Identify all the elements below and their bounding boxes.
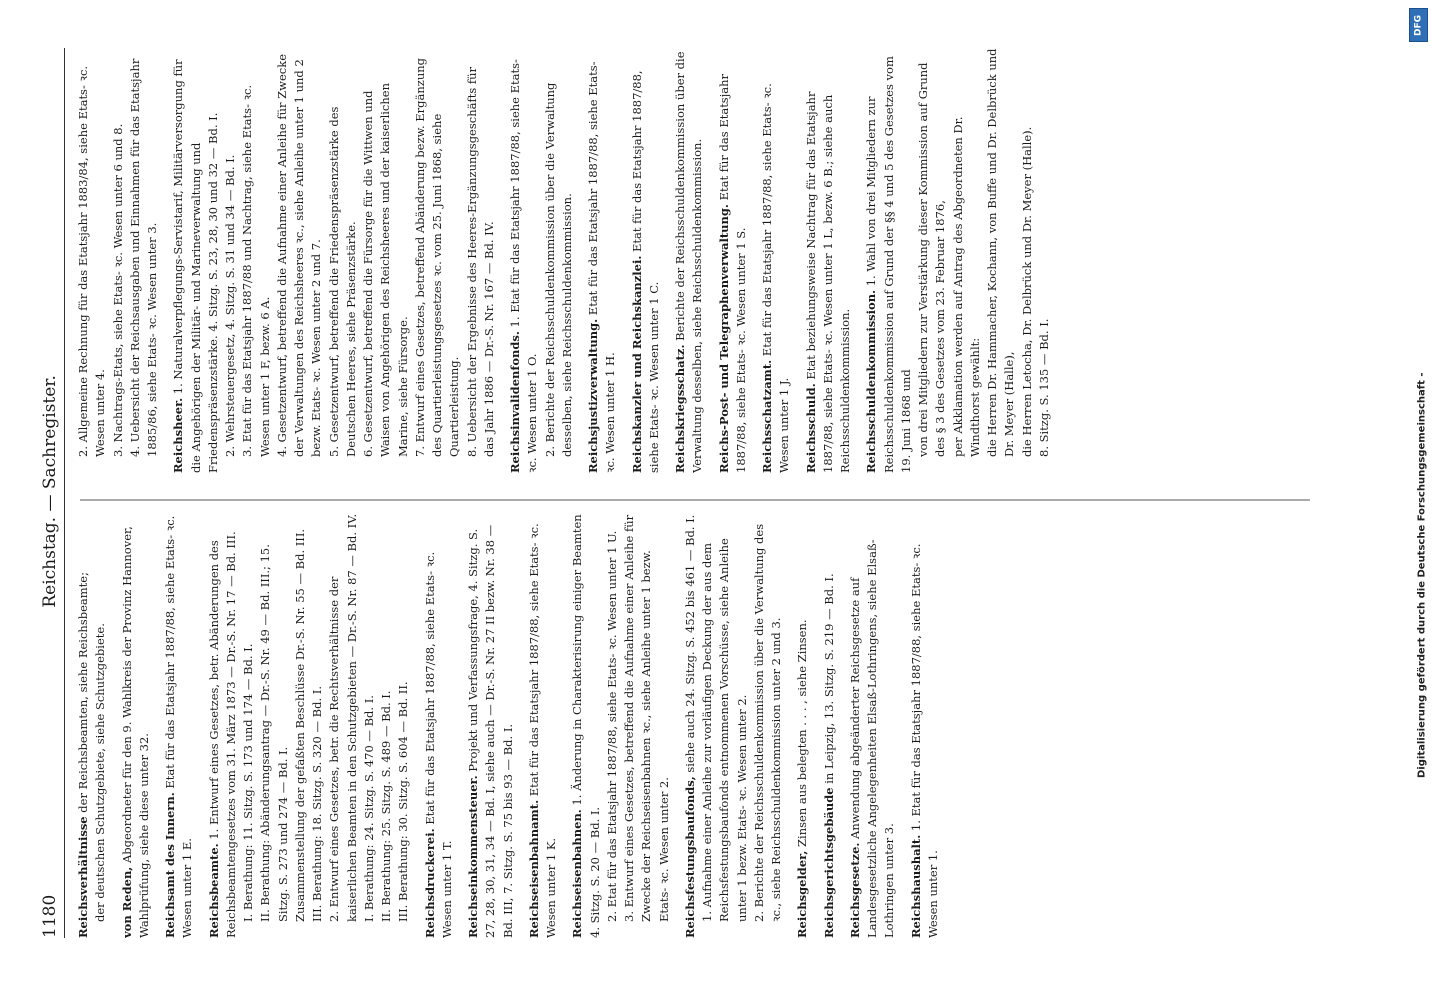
dfg-logo: DFG [1409,8,1428,42]
left-column [75,513,1285,938]
entry-heading: Reichsschatzamt. [760,359,774,473]
entry-heading: Reichsgesetze. [847,842,862,938]
entry-line: Etat für das Etatsjahr 1887/88, siehe Etats- ꝛc. Wesen unter 1 T. [422,551,454,938]
index-entry [672,48,707,473]
entry-line: II. Berathung: 25. Sitzg. S. 489 — Bd. I. [379,690,393,922]
entry-line: 4. Gesetzentwurf, betreffend die Aufnahme einer Anleihe für Zwecke der Verwaltungen des Reichsheeres ꝛc., siehe Anleihe unter 1 und 2 bezw. Etats- ꝛc. Wesen unter 2 und 7. [274,54,324,457]
entry-line: 3. Etat für das Etatsjahr 1887/88 und Nachtrag, siehe Etats- ꝛc. Wesen unter 1 F, bezw. 6 A. [240,84,272,457]
index-entry [162,513,197,938]
entry-heading: Reichseisenbahnamt. [526,799,541,938]
index-entry [908,513,943,938]
index-entry [526,513,561,938]
index-entry [716,48,751,473]
entry-line: 1. Wahl von drei Mitgliedern zur Reichsschuldenkommission auf Grund der §§ 4 und 5 des Gesetzes vom 19. Juni 1868 und [864,56,913,473]
index-entry [170,48,498,473]
entry-heading: Reichsverhältnisse [76,816,90,938]
index-entry [794,513,811,938]
entry-line: III. Berathung: 18. Sitzg. S. 320 — Bd. I. [310,686,324,922]
entry-line: 1. Naturalverpflegungs-Servistarif, Militärversorgung für die Angehörigen der Militär- und Marineverwaltung und Friedenspräsenzstärke. 4. Sitzg. S. 23, 28, 30 und 32 — Bd. I. [171,59,220,473]
page-number: 1180 [40,894,60,938]
index-entry [821,513,838,938]
entry-heading: Reichsinvalidenfonds. [508,331,522,473]
entry-line: 6. Gesetzentwurf, betreffend die Fürsorge für die Wittwen und Waisen von Angehörigen des Reichsheeres und der kaiserlichen Marine, siehe Fürsorge. [361,83,410,457]
dfg-attribution: Digitalisierung gefördert durch die Deutsche Forschungsgemeinschaft - [1417,372,1428,778]
entry-line: 1. Etat für das Etatsjahr 1887/88, siehe Etats- ꝛc. Wesen unter 1. [908,543,940,938]
entry-line: die Herren Dr. Hammacher, Kochann, von Buffe und Dr. Delbrück und Dr. Meyer (Halle), [985,48,1017,457]
index-entry [75,48,161,473]
text-columns [75,48,1285,938]
entry-line: 3. Nachtrags-Etats, siehe Etats- ꝛc. Wesen unter 6 und 8. [110,123,125,457]
entry-line: siehe auch 24. Sitzg. S. 452 bis 461 — Bd. I. [682,514,697,773]
entry-line: 7. Entwurf eines Gesetzes, betreffend Abänderung bezw. Ergänzung des Quartierleistungsgesetzes ꝛc. vom 25. Juni 1868, siehe Quartierleistung. [412,57,462,457]
index-entry [629,48,664,473]
entry-line: Projekt und Verfassungsfrage, 4. Sitzg. S. 27, 28, 30, 31, 34 — Bd. I, siehe auch — Dr.-S. Nr. 27 II bezw. Nr. 38 — Bd. III, 7. Sitzg. S. 75 bis 93 — Bd. I. [466,524,515,938]
index-entry [465,513,517,938]
entry-line: Anwendung abgeänderter Reichsgesetze auf Landesgesetzliche Angelegenheiten Elsaß-Lothringens, siehe Elsaß-Lothringen unter 3. [847,539,897,938]
index-entry [75,513,110,938]
entry-line: 4. Uebersicht der Reichsausgaben und Einnahmen für das Etatsjahr 1885/86, siehe Etats- ꝛc. Wesen unter 3. [127,58,159,457]
index-entry [569,513,673,938]
entry-line: 8. Uebersicht der Ergebnisse des Heeres-Ergänzungsgeschäfts für das Jahr 1886 — Dr.-S. Nr. 167 — Bd. IV. [464,66,496,457]
entry-line: Etat für das Etatsjahr 1887/88, siehe Etats- ꝛc. Wesen unter 1 S. [716,73,748,473]
entry-line: Etat beziehungsweise Nachtrag für das Etatsjahr 1887/88, siehe Etats- ꝛc. Wesen unter 1 L, bezw. 6 B.; siehe auch Reichsschuldenkommission. [803,91,852,473]
column-divider [80,500,1310,501]
entry-line: 2. Berichte der Reichsschuldenkommission über die Verwaltung des ꝛc., siehe Reichsschuldenkommission unter 2 und 3. [751,523,783,922]
entry-line: die Herren Letocha, Dr. Delbrück und Dr. Meyer (Halle). [1019,126,1034,457]
index-entry [803,48,855,473]
entry-line: Etat für das Etatsjahr 1887/88, siehe Etats- ꝛc. Wesen unter 1 K. [526,523,558,938]
index-entry [585,48,620,473]
entry-line: I. Berathung: 24. Sitzg. S. 470 — Bd. I. [361,695,376,922]
entry-line: 2. Wehrsteuergesetz, 4. Sitzg. S. 31 und 34 — Bd. I. [223,154,237,457]
entry-heading: Reichshaushalt. [908,834,923,938]
entry-line: 1. Entwurf eines Gesetzes, betr. Abänderungen des Reichsbeamtengesetzes vom 31. März 1873 — Dr.-S. Nr. 17 — Bd. III. [206,531,238,938]
entry-heading: Reichs-Post- und Telegraphenverwaltung. [716,204,731,473]
entry-heading: Reichsfestungsbaufonds, [682,776,697,938]
entry-line: 2. Berichte der Reichsschuldenkommission über die Verwaltung desselben, siehe Reichsschuldenkommission. [542,82,574,457]
entry-heading: Reichsgerichtsgebäude [821,787,836,938]
entry-line: 2. Entwurf eines Gesetzes, betr. die Rechtsverhältnisse der kaiserlichen Beamten in den Schutzgebieten — Dr.-S. Nr. 87 — Bd. IV. [327,513,359,922]
entry-line: Etat für das Etatsjahr 1887/88, siehe Etats- ꝛc. Wesen unter 1 C. [629,70,661,473]
entry-heading: Reichskanzler und Reichskanzlei. [629,255,644,473]
entry-line: II. Berathung: Abänderungsantrag — Dr.-S. Nr. 49 — Bd. III.; 15. Sitzg. S. 273 und 274 — Bd. I. [258,544,290,922]
entry-heading: Reichsgelder, [795,850,810,938]
dfg-strip [1404,0,1432,1000]
index-entry [119,513,154,938]
running-title: Reichstag. — Sachregister. [40,375,60,608]
entry-line: 5. Gesetzentwurf, betreffend die Friedenspräsenzstärke des Deutschen Heeres, siehe Präsenzstärke. [326,106,358,457]
index-entry [422,513,457,938]
entry-line: 8. Sitzg. S. 135 — Bd. I. [1036,318,1051,457]
right-column [75,48,1285,473]
entry-heading: Reichsdruckerei. [422,828,437,938]
entry-heading: Reichsbeamte. [206,843,221,938]
entry-line: Etat für das Etatsjahr 1887/88, siehe Etats- ꝛc. Wesen unter 1 H. [586,61,618,473]
index-entry [759,48,794,473]
entry-line: von drei Mitgliedern zur Verstärkung dieser Kommission auf Grund des § 3 des Gesetzes vom 23. Februar 1876, [916,62,948,457]
index-entry [847,513,899,938]
entry-line: der deutschen Schutzgebiete, siehe Schutzgebiete. [93,623,108,922]
entry-heading: Reichsamt des Innern. [163,792,177,938]
entry-heading: Reichseisenbahnen. [570,809,585,938]
entry-heading: Reichsschuld. [803,383,818,473]
entry-line: 2. Etat für das Etatsjahr 1887/88, siehe Etats- ꝛc. Wesen unter 1 U. [604,530,619,922]
index-entry [206,513,413,938]
index-entry [863,48,1053,473]
entry-line: Etat für das Etatsjahr 1887/88, siehe Etats- ꝛc. Wesen unter 1 J. [760,83,792,473]
entry-line: I. Berathung: 11. Sitzg. S. 173 und 174 — Bd. I. [241,643,255,922]
entry-line: der Reichsbeamten, siehe Reichsbeamte; [76,572,90,813]
entry-heading: Reichsjustizverwaltung. [586,318,600,473]
index-entry [682,513,786,938]
entry-line: 2. Allgemeine Rechnung für das Etatsjahr 1883/84, siehe Etats- ꝛc. Wesen unter 4. [76,65,108,457]
entry-line: 3. Entwurf eines Gesetzes, betreffend die Aufnahme einer Anleihe für Zwecke der Reichseisenbahnen ꝛc., siehe Anleihe unter 1 bezw. Etats- ꝛc. Wesen unter 2. [622,514,671,922]
entry-line: 1. Änderung in Charakterisirung einiger Beamten 4. Sitzg. S. 20 — Bd. I. [570,514,602,938]
entry-heading: Reichskriegsschatz. [673,344,687,473]
entry-heading: Reichsschuldenkommission. [864,289,879,473]
entry-line: Zinsen aus belegten . . . , siehe Zinsen. [795,619,810,847]
entry-line: Zusammenstellung der gefaßten Beschlüsse Dr.-S. Nr. 55 — Bd. III. [292,528,307,922]
index-entry [507,48,576,473]
entry-line: Abgeordneter für den 9. Wahlkreis der Provinz Hannover, Wahlprüfung, siehe diese unter 32. [119,526,151,938]
entry-heading: Reichsheer. [171,397,186,473]
entry-heading: von Reden, [119,866,134,938]
entry-line: 1. Etat für das Etatsjahr 1887/88, siehe Etats- ꝛc. Wesen unter 1 O. [508,59,540,473]
page-header [40,48,65,938]
entry-heading: Reichseinkommensteuer. [466,775,480,938]
entry-line: Berichte der Reichsschuldenkommission über die Verwaltung desselben, siehe Reichsschuldenkommission. [673,51,705,473]
entry-line: per Akklamation werden auf Antrag des Abgeordneten Dr. Windthorst gewählt: [950,116,982,457]
entry-line: Etat für das Etatsjahr 1887/88, siehe Etats- ꝛc. Wesen unter 1 E. [163,515,195,938]
entry-line: III. Berathung: 30. Sitzg. S. 604 — Bd. II. [396,681,411,922]
entry-line: in Leipzig, 13. Sitzg. S. 219 — Bd. I. [821,573,836,784]
entry-line: 1. Aufnahme einer Anleihe zur vorläufigen Deckung der aus dem Reichsfestungsbaufonds entnommenen Vorschüsse, siehe Anleihe unter 1 bezw. Etats- ꝛc. Wesen unter 2. [700,538,749,922]
